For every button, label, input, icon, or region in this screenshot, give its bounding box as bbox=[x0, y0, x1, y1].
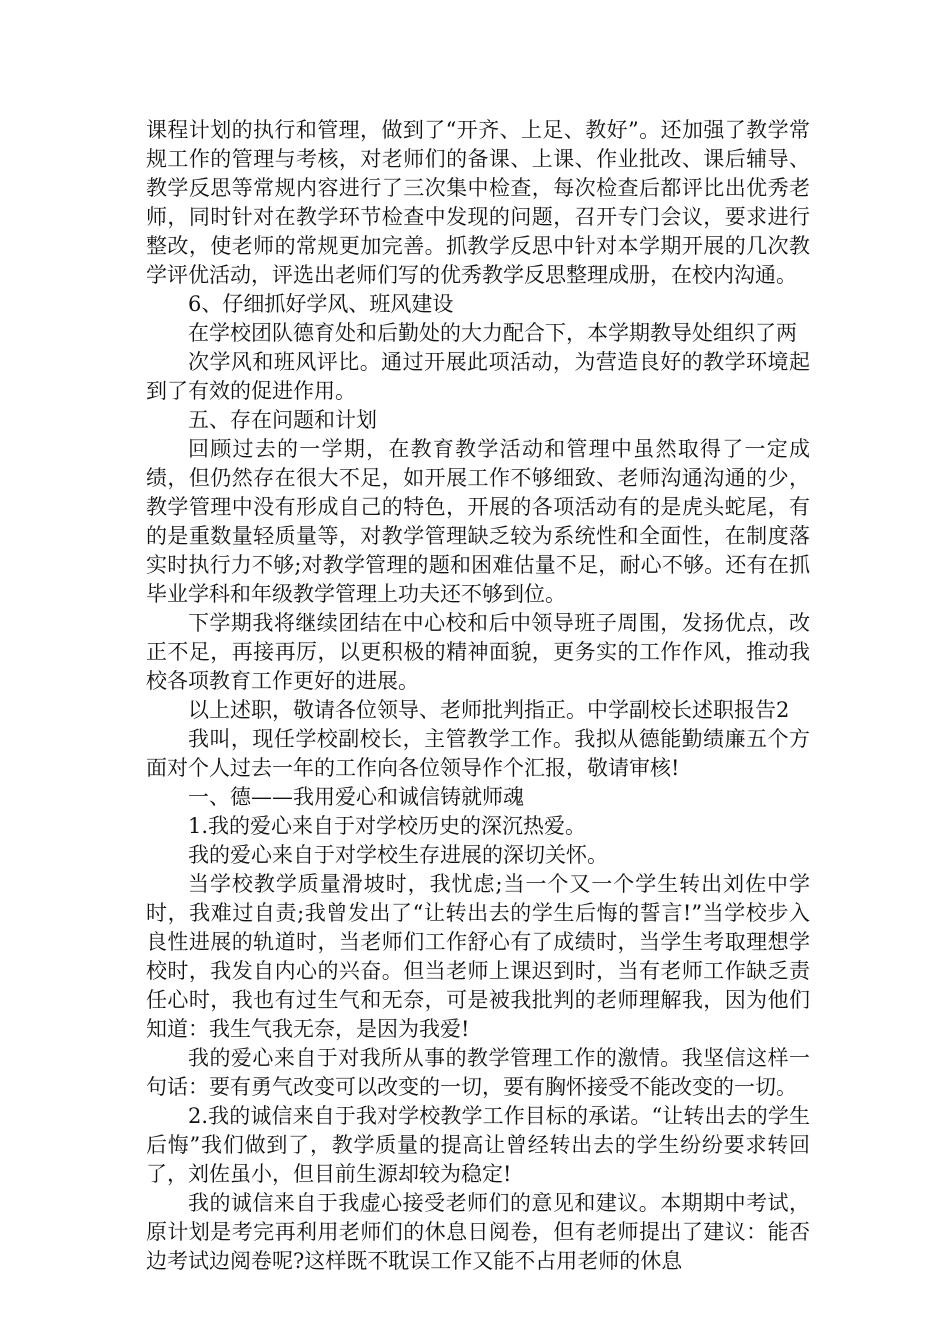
paragraph-1: 课程计划的执行和管理，做到了“开齐、上足、教好”。还加强了教学常规工作的管理与考核，对老师们的备课、上课、作业批改、课后辅导、教学反思等常规内容进行了三次集中检查，每次检查后都评比出优秀老师，同时针对在教学环节检查中发现的问题，召开专门会议，要求进行整改，使老师的常规更加完善。抓教学反思中针对本学期开展的几次教学评优活动，评选出老师们写的优秀教学反思整理成册，在校内沟通。 bbox=[146, 118, 810, 287]
section-heading-1: 一、德——我用爱心和诚信铸就师魂 bbox=[188, 785, 524, 809]
paragraph-11: 我的爱心来自于对我所从事的教学管理工作的激情。我坚信这样一句话：要有勇气改变可以改变的一切，要有胸怀接受不能改变的一切。 bbox=[146, 1046, 810, 1099]
paragraph-9: 我的爱心来自于对学校生存进展的深切关怀。 bbox=[188, 843, 608, 867]
document-page bbox=[146, 116, 810, 1276]
paragraph-5: 下学期我将继续团结在中心校和后中领导班子周围，发扬优点，改正不足，再接再厉，以更积极的精神面貌，更务实的工作作风，推动我校各项教育工作更好的进展。 bbox=[146, 611, 810, 693]
paragraph-4: 回顾过去的一学期，在教育教学活动和管理中虽然取得了一定成绩，但仍然存在很大不足，如开展工作不够细致、老师沟通沟通的少，教学管理中没有形成自己的特色，开展的各项活动有的是虎头蛇尾，有的是重数量轻质量等，对教学管理缺乏较为系统性和全面性，在制度落实时执行力不够;对教学管理的题和困难估量不足，耐心不够。还有在抓毕业学科和年级教学管理上功夫还不够到位。 bbox=[146, 437, 810, 606]
paragraph-10: 当学校教学质量滑坡时，我忧虑;当一个又一个学生转出刘佐中学时，我难过自责;我曾发出了“让转出去的学生后悔的誓言!”当学校步入良性进展的轨道时，当老师们工作舒心有了成绩时，当学生考取理想学校时，我发自内心的兴奋。但当老师上课迟到时，当有老师工作缺乏责任心时，我也有过生气和无奈，可是被我批判的老师理解我，因为他们知道：我生气我无奈，是因为我爱! bbox=[146, 872, 810, 1041]
paragraph-8: 1.我的爱心来自于对学校历史的深沉热爱。 bbox=[188, 814, 587, 838]
section-heading-5: 五、存在问题和计划 bbox=[188, 408, 377, 432]
section-heading-6: 6、仔细抓好学风、班风建设 bbox=[188, 292, 454, 316]
paragraph-13: 我的诚信来自于我虚心接受老师们的意见和建议。本期期中考试，原计划是考完再利用老师们的休息日阅卷，但有老师提出了建议：能否边考试边阅卷呢?这样既不耽误工作又能不占用老师的休息 bbox=[146, 1191, 810, 1273]
paragraph-3: 次学风和班风评比。通过开展此项活动，为营造良好的教学环境起到了有效的促进作用。 bbox=[146, 350, 810, 403]
paragraph-2: 在学校团队德育处和后勤处的大力配合下，本学期教导处组织了两 bbox=[188, 321, 797, 345]
paragraph-7: 我叫，现任学校副校长，主管教学工作。我拟从德能勤绩廉五个方面对个人过去一年的工作向各位领导作个汇报，敬请审核! bbox=[146, 727, 810, 780]
paragraph-6: 以上述职，敬请各位领导、老师批判指正。中学副校长述职报告2 bbox=[188, 698, 790, 722]
paragraph-12: 2.我的诚信来自于我对学校教学工作目标的承诺。“让转出去的学生后悔”我们做到了，教学质量的提高让曾经转出去的学生纷纷要求转回了，刘佐虽小，但目前生源却较为稳定! bbox=[146, 1104, 810, 1186]
